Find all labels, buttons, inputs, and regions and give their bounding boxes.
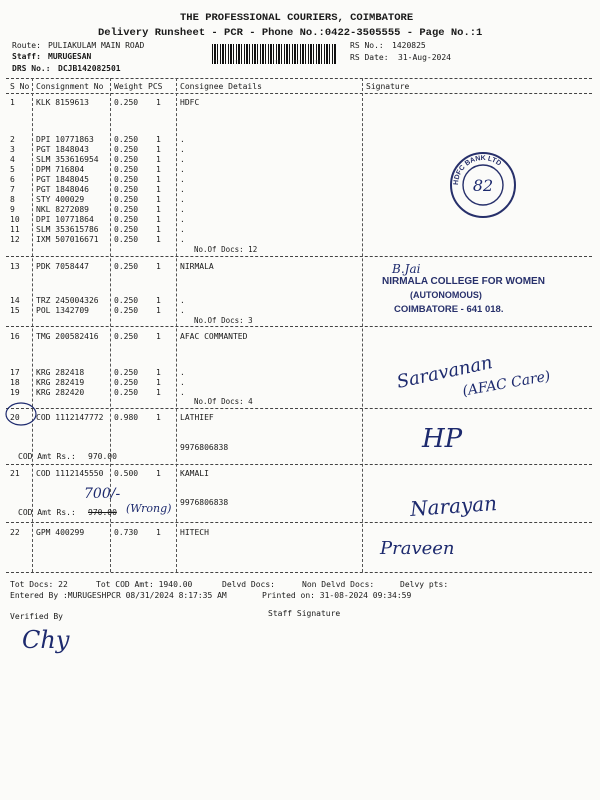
rs-date-value: 31-Aug-2024: [398, 53, 451, 62]
row-sno: 19: [10, 388, 20, 397]
row-sno: 15: [10, 306, 20, 315]
verified-by-label: Verified By: [10, 612, 63, 621]
row-pcs: 1: [156, 145, 161, 154]
row-consignment: PGT 1848045: [36, 175, 89, 184]
runsheet-subtitle: Delivery Runsheet - PCR - Phone No.:0422-3505555 - Page No.:1: [98, 27, 483, 39]
signature-row-22: Praveen: [380, 538, 455, 559]
table-bottom-rule: [6, 572, 592, 573]
row-sno: 17: [10, 368, 20, 377]
col-divider-4: [362, 78, 363, 572]
col-weight: Weight: [114, 82, 143, 91]
row-pcs: 1: [156, 205, 161, 214]
row-sno: 11: [10, 225, 20, 234]
row-consignment: POL 1342709: [36, 306, 89, 315]
route-label: Route:: [12, 41, 41, 50]
row-pcs: 1: [156, 332, 161, 341]
company-title: THE PROFESSIONAL COURIERS, COIMBATORE: [180, 12, 414, 24]
row-consignee: .: [180, 175, 185, 184]
row-pcs: 1: [156, 135, 161, 144]
group-doc-count: No.Of Docs: 4: [194, 397, 253, 406]
row-sno: 18: [10, 378, 20, 387]
row-pcs: 1: [156, 215, 161, 224]
seal-number: 82: [472, 176, 494, 195]
row-consignee: .: [180, 185, 185, 194]
row-sno: 16: [10, 332, 20, 341]
col-sno: S No: [10, 82, 30, 91]
row-pcs: 1: [156, 469, 161, 478]
row-sno: 3: [10, 145, 15, 154]
row-separator: [6, 326, 592, 327]
row-separator: [6, 408, 592, 409]
row-sno: 6: [10, 175, 15, 184]
row-consignee: HITECH: [180, 528, 209, 537]
row-weight: 0.980: [114, 413, 139, 422]
row-weight: 0.250: [114, 262, 139, 271]
total-cod-amount: Tot COD Amt: 1940.00: [96, 580, 193, 589]
row-weight: 0.250: [114, 388, 139, 397]
row-consignment: IXM 507016671: [36, 235, 99, 244]
row-consignment: SLM 353615786: [36, 225, 99, 234]
row-separator: [6, 256, 592, 257]
col-consignment: Consignment No: [36, 82, 104, 91]
row-weight: 0.250: [114, 378, 139, 387]
row-sno: 5: [10, 165, 15, 174]
row-consignee: .: [180, 195, 185, 204]
college-stamp-line3: COIMBATORE - 641 018.: [394, 304, 504, 315]
signature-row-13: B.Jai: [392, 262, 421, 276]
row-consignee: .: [180, 388, 185, 397]
cod-phone: 9976806838: [180, 443, 229, 452]
printed-on: Printed on: 31-08-2024 09:34:59: [262, 591, 412, 600]
row-weight: 0.250: [114, 135, 139, 144]
row-pcs: 1: [156, 225, 161, 234]
row-consignment: DPI 10771863: [36, 135, 94, 144]
row-weight: 0.730: [114, 528, 139, 537]
row-pcs: 1: [156, 155, 161, 164]
row-pcs: 1: [156, 528, 161, 537]
group-doc-count: No.Of Docs: 12: [194, 245, 258, 254]
row-weight: 0.250: [114, 332, 139, 341]
row-consignment: STY 400029: [36, 195, 85, 204]
rs-no-label: RS No.:: [350, 41, 384, 50]
entered-by: Entered By :MURUGESHPCR 08/31/2024 8:17:35 AM: [10, 591, 227, 600]
row-pcs: 1: [156, 195, 161, 204]
row-pcs: 1: [156, 306, 161, 315]
row-weight: 0.250: [114, 195, 139, 204]
row-consignee: .: [180, 165, 185, 174]
row-consignee: LATHIEF: [180, 413, 214, 422]
non-delivered-docs: Non Delvd Docs:: [302, 580, 375, 589]
row-sno: 8: [10, 195, 15, 204]
col-pcs: PCS: [148, 82, 163, 91]
hdfc-seal-stamp: [448, 150, 518, 220]
row-consignee: .: [180, 225, 185, 234]
row-consignment: NKL 8272089: [36, 205, 89, 214]
row-consignment: COD 1112145550: [36, 469, 104, 478]
rs-no-value: 1420825: [392, 41, 426, 50]
row-consignment: TRZ 245004326: [36, 296, 99, 305]
row-consignee: .: [180, 215, 185, 224]
row-weight: 0.250: [114, 175, 139, 184]
row-consignee: .: [180, 135, 185, 144]
col-consignee: Consignee Details: [180, 82, 262, 91]
row-consignment: SLM 353616954: [36, 155, 99, 164]
row-consignment: KLK 8159613: [36, 98, 89, 107]
signature-row-21: Narayan: [409, 490, 498, 522]
row-sno: 10: [10, 215, 20, 224]
table-header-rule: [6, 93, 592, 94]
cod-correction-word: (Wrong): [126, 502, 172, 515]
col-signature: Signature: [366, 82, 410, 91]
row-weight: 0.250: [114, 185, 139, 194]
signature-row-16: Saravanan: [394, 352, 495, 393]
rs-date-label: RS Date:: [350, 53, 389, 62]
row-pcs: 1: [156, 368, 161, 377]
route-value: PULIAKULAM MAIN ROAD: [48, 41, 145, 50]
row-pcs: 1: [156, 296, 161, 305]
row-pcs: 1: [156, 378, 161, 387]
group-doc-count: No.Of Docs: 3: [194, 316, 253, 325]
row-pcs: 1: [156, 185, 161, 194]
staff-value: MURUGESAN: [48, 52, 92, 61]
verified-signature: Chy: [22, 626, 70, 654]
cod-amount-label: COD Amt Rs.:: [18, 508, 76, 517]
row-consignment: KRG 282420: [36, 388, 85, 397]
row-weight: 0.250: [114, 165, 139, 174]
college-stamp-line2: (AUTONOMOUS): [410, 290, 482, 300]
row-consignee: .: [180, 155, 185, 164]
row-weight: 0.500: [114, 469, 139, 478]
row-weight: 0.250: [114, 225, 139, 234]
row-weight: 0.250: [114, 306, 139, 315]
row-consignment: PGT 1848046: [36, 185, 89, 194]
row-weight: 0.250: [114, 205, 139, 214]
row-pcs: 1: [156, 98, 161, 107]
cod-phone: 9976806838: [180, 498, 229, 507]
row-consignment: KRG 282419: [36, 378, 85, 387]
row-pcs: 1: [156, 165, 161, 174]
row-consignee: HDFC: [180, 98, 200, 107]
signature-row-20: HP: [422, 424, 463, 454]
row-sno: 14: [10, 296, 20, 305]
row-separator: [6, 522, 592, 523]
row-consignee: .: [180, 368, 185, 377]
staff-label: Staff:: [12, 52, 41, 61]
row-sno: 4: [10, 155, 15, 164]
row-weight: 0.250: [114, 296, 139, 305]
row-sno: 21: [10, 469, 20, 478]
row-consignee: .: [180, 306, 185, 315]
row-consignee: KAMALI: [180, 469, 209, 478]
seal-ring-text: HDFC BANK LTD: [452, 154, 503, 186]
drs-label: DRS No.:: [12, 64, 51, 73]
row-sno: 7: [10, 185, 15, 194]
row-sno: 12: [10, 235, 20, 244]
row-consignment: KRG 282418: [36, 368, 85, 377]
row-consignee: .: [180, 235, 185, 244]
row-consignee: .: [180, 378, 185, 387]
row-pcs: 1: [156, 175, 161, 184]
signature-row-16-note: (AFAC Care): [461, 368, 552, 400]
row-weight: 0.250: [114, 155, 139, 164]
row-consignment: TMG 200582416: [36, 332, 99, 341]
row-pcs: 1: [156, 388, 161, 397]
college-stamp-line1: NIRMALA COLLEGE FOR WOMEN: [382, 276, 545, 287]
table-top-rule: [6, 78, 592, 79]
col-divider-1: [32, 78, 33, 572]
row-consignee: .: [180, 145, 185, 154]
row-sno: 2: [10, 135, 15, 144]
barcode: [212, 44, 336, 64]
row-weight: 0.250: [114, 98, 139, 107]
drs-value: DCJB142082501: [58, 64, 121, 73]
row-consignee: .: [180, 205, 185, 214]
row-consignee: AFAC COMMANTED: [180, 332, 248, 341]
row-consignment: DPI 10771864: [36, 215, 94, 224]
total-docs: Tot Docs: 22: [10, 580, 68, 589]
row-consignee: .: [180, 296, 185, 305]
cod-amount: 970.00: [88, 452, 117, 461]
row-pcs: 1: [156, 235, 161, 244]
row-consignment: COD 1112147772: [36, 413, 104, 422]
row-weight: 0.250: [114, 368, 139, 377]
row-sno: 20: [10, 413, 20, 422]
staff-signature-label: Staff Signature: [268, 609, 341, 618]
row-consignment: GPM 400299: [36, 528, 85, 537]
row-sno: 13: [10, 262, 20, 271]
row-pcs: 1: [156, 262, 161, 271]
row-consignment: PDK 7058447: [36, 262, 89, 271]
row-sno: 22: [10, 528, 20, 537]
row-consignment: DPM 716804: [36, 165, 85, 174]
col-divider-3: [176, 78, 177, 572]
row-consignee: NIRMALA: [180, 262, 214, 271]
row-weight: 0.250: [114, 215, 139, 224]
row-weight: 0.250: [114, 235, 139, 244]
row-separator: [6, 464, 592, 465]
delivery-points: Delvy pts:: [400, 580, 449, 589]
cod-amount-struck: 970.00: [88, 508, 117, 517]
row-weight: 0.250: [114, 145, 139, 154]
cod-correction-amount: 700/-: [84, 486, 121, 502]
cod-amount-label: COD Amt Rs.:: [18, 452, 76, 461]
row-sno: 1: [10, 98, 15, 107]
row-sno: 9: [10, 205, 15, 214]
delivered-docs: Delvd Docs:: [222, 580, 275, 589]
row-consignment: PGT 1848043: [36, 145, 89, 154]
row-pcs: 1: [156, 413, 161, 422]
